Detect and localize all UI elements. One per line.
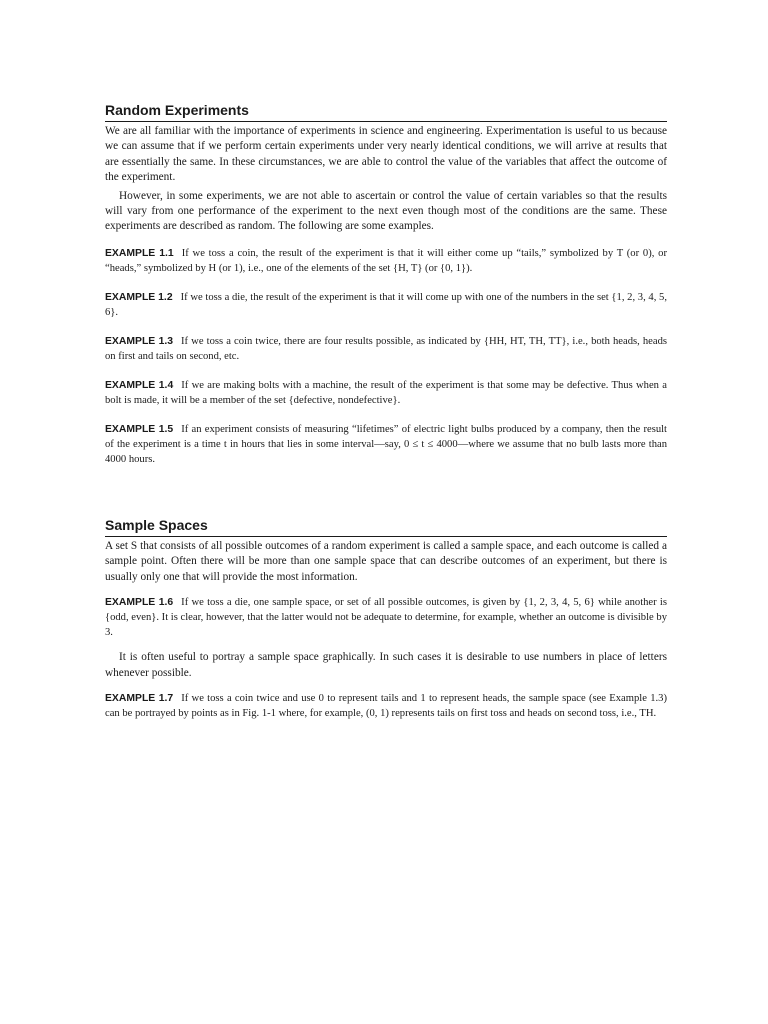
example-1-3 <box>105 334 667 364</box>
example-label: EXAMPLE 1.1 <box>105 247 174 259</box>
example-text: If we toss a coin twice and use 0 to represent tails and 1 to represent heads, the sample space (see Example 1.3) can be portrayed by points as in Fig. 1-1 where, for example, (0, 1) represents tails on first toss and heads on second toss, i.e., TH. <box>105 693 667 720</box>
example-label: EXAMPLE 1.2 <box>105 291 173 303</box>
example-text: If we toss a die, the result of the experiment is that it will come up with one of the numbers in the set {1, 2, 3, 4, 5, 6}. <box>105 291 668 318</box>
section-random-experiments <box>105 102 667 467</box>
section-title: Random Experiments <box>105 102 667 122</box>
example-label: EXAMPLE 1.5 <box>105 423 174 435</box>
example-1-1 <box>105 246 667 276</box>
example-text: If we toss a coin, the result of the experiment is that it will either come up “tails,” symbolized by T (or 0), or “heads,” symbolized by H (or 1), i.e., one of the elements of the set {H, T} (or {0, 1}). <box>105 247 667 274</box>
section-sample-spaces <box>105 517 667 721</box>
paragraph: A set S that consists of all possible outcomes of a random experiment is called a sample space, and each outcome is called a sample point. Often there will be more than one sample space that can describe outcomes of an experiment, but there is usually only one that will provide the most information. <box>105 540 667 583</box>
example-text: If an experiment consists of measuring “lifetimes” of electric light bulbs produced by a company, then the result of the experiment is a time t in hours that lies in some interval—say, 0 ≤ t ≤ 4000—where we assume that no bulb lasts more than 4000 hours. <box>105 423 668 465</box>
example-1-4 <box>105 378 667 408</box>
paragraph: We are all familiar with the importance of experiments in science and engineering. Experimentation is useful to us because we can assume that if we perform certain experiments under very nearly identical conditions, we will arrive at results that are essentially the same. In these circumstances, we are able to control the value of the variables that affect the outcome of the experiment. <box>105 125 667 184</box>
example-1-7 <box>105 691 667 721</box>
example-1-5 <box>105 422 667 467</box>
example-text: If we toss a die, one sample space, or set of all possible outcomes, is given by {1, 2, 3, 4, 5, 6} while another is {odd, even}. It is clear, however, that the latter would not be adequate to determine, for example, whether an outcome is divisible by 3. <box>105 597 667 639</box>
example-1-6 <box>105 595 667 640</box>
section-title: Sample Spaces <box>105 517 667 537</box>
example-text: If we toss a coin twice, there are four results possible, as indicated by {HH, HT, TH, TT}, i.e., both heads, heads on first and tails on second, etc. <box>105 335 667 362</box>
example-label: EXAMPLE 1.7 <box>105 693 174 705</box>
example-label: EXAMPLE 1.3 <box>105 335 174 347</box>
example-1-2 <box>105 290 667 320</box>
example-text: If we are making bolts with a machine, the result of the experiment is that some may be defective. Thus when a bolt is made, it will be a member of the set {defective, nondefective}. <box>105 379 667 406</box>
example-label: EXAMPLE 1.4 <box>105 379 174 391</box>
paragraph: It is often useful to portray a sample space graphically. In such cases it is desirable to use numbers in place of letters whenever possible. <box>105 651 667 679</box>
example-label: EXAMPLE 1.6 <box>105 597 174 609</box>
paragraph: However, in some experiments, we are not able to ascertain or control the value of certain variables so that the results will vary from one performance of the experiment to the next even though most of the conditions are the same. These experiments are described as random. The following are some examples. <box>105 189 667 233</box>
